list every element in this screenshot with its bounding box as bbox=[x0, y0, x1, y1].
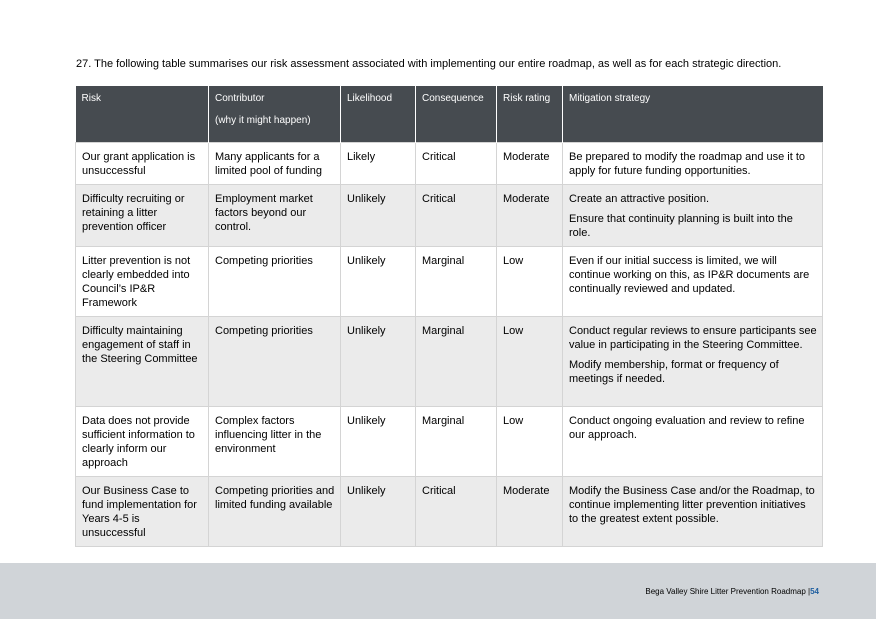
table-header-row bbox=[76, 86, 823, 143]
cell-contributor: Employment market factors beyond our control. bbox=[209, 185, 341, 247]
cell-rating: Low bbox=[497, 407, 563, 477]
header-contributor-sub: (why it might happen) bbox=[215, 115, 311, 126]
cell-likelihood: Unlikely bbox=[341, 185, 416, 247]
table-row bbox=[76, 247, 823, 317]
header-risk-rating: Risk rating bbox=[497, 86, 563, 143]
cell-consequence: Marginal bbox=[416, 247, 497, 317]
cell-risk: Litter prevention is not clearly embedded into Council’s IP&R Framework bbox=[76, 247, 209, 317]
mitigation-paragraph: Modify membership, format or frequency of meetings if needed. bbox=[569, 359, 779, 385]
cell-consequence: Critical bbox=[416, 477, 497, 547]
cell-likelihood: Unlikely bbox=[341, 477, 416, 547]
cell-rating: Low bbox=[497, 317, 563, 407]
cell-likelihood: Unlikely bbox=[341, 407, 416, 477]
risk-assessment-table bbox=[75, 86, 823, 547]
mitigation-paragraph: Be prepared to modify the roadmap and use it to apply for future funding opportunities. bbox=[569, 151, 806, 177]
cell-risk: Our Business Case to fund implementation for Years 4-5 is unsuccessful bbox=[76, 477, 209, 547]
cell-consequence: Marginal bbox=[416, 317, 497, 407]
mitigation-paragraph: Even if our initial success is limited, we will continue working on this, as IP&R documents are continually reviewed and updated. bbox=[569, 255, 810, 295]
cell-likelihood: Unlikely bbox=[341, 317, 416, 407]
table-row bbox=[76, 317, 823, 407]
mitigation-paragraph: Conduct ongoing evaluation and review to refine our approach. bbox=[569, 415, 805, 441]
cell-rating: Moderate bbox=[497, 143, 563, 185]
intro-paragraph: 27. The following table summarises our risk assessment associated with implementing our entire roadmap, as well as for each strategic direction. bbox=[76, 58, 782, 70]
header-contributor bbox=[209, 86, 341, 143]
footer-document-title: Bega Valley Shire Litter Prevention Roadmap bbox=[645, 587, 806, 596]
cell-contributor: Competing priorities bbox=[209, 247, 341, 317]
header-likelihood: Likelihood bbox=[341, 86, 416, 143]
cell-rating: Moderate bbox=[497, 185, 563, 247]
footer-separator: | bbox=[808, 587, 811, 596]
footer-text bbox=[645, 587, 819, 596]
cell-risk: Difficulty recruiting or retaining a litter prevention officer bbox=[76, 185, 209, 247]
page-footer bbox=[0, 563, 876, 619]
cell-mitigation bbox=[563, 143, 823, 185]
cell-mitigation bbox=[563, 407, 823, 477]
mitigation-paragraph: Create an attractive position. bbox=[569, 193, 710, 205]
cell-mitigation bbox=[563, 247, 823, 317]
header-contributor-label: Contributor bbox=[215, 93, 265, 104]
table-row bbox=[76, 407, 823, 477]
cell-risk: Difficulty maintaining engagement of staff in the Steering Committee bbox=[76, 317, 209, 407]
mitigation-paragraph: Conduct regular reviews to ensure participants see value in participating in the Steering Committee. bbox=[569, 325, 817, 351]
cell-mitigation bbox=[563, 317, 823, 407]
table-row bbox=[76, 143, 823, 185]
cell-consequence: Critical bbox=[416, 185, 497, 247]
header-consequence: Consequence bbox=[416, 86, 497, 143]
cell-mitigation bbox=[563, 185, 823, 247]
cell-likelihood: Unlikely bbox=[341, 247, 416, 317]
page-number: 54 bbox=[810, 587, 819, 596]
cell-consequence: Marginal bbox=[416, 407, 497, 477]
cell-rating: Moderate bbox=[497, 477, 563, 547]
cell-contributor: Competing priorities and limited funding available bbox=[209, 477, 341, 547]
header-mitigation: Mitigation strategy bbox=[563, 86, 823, 143]
mitigation-paragraph: Modify the Business Case and/or the Roadmap, to continue implementing litter prevention initiatives to the greatest extent possible. bbox=[569, 485, 815, 525]
mitigation-paragraph: Ensure that continuity planning is built into the role. bbox=[569, 213, 793, 239]
cell-mitigation bbox=[563, 477, 823, 547]
cell-rating: Low bbox=[497, 247, 563, 317]
table-row bbox=[76, 477, 823, 547]
cell-contributor: Many applicants for a limited pool of funding bbox=[209, 143, 341, 185]
header-risk: Risk bbox=[76, 86, 209, 143]
cell-consequence: Critical bbox=[416, 143, 497, 185]
table-row bbox=[76, 185, 823, 247]
cell-risk: Data does not provide sufficient information to clearly inform our approach bbox=[76, 407, 209, 477]
cell-contributor: Complex factors influencing litter in the environment bbox=[209, 407, 341, 477]
cell-contributor: Competing priorities bbox=[209, 317, 341, 407]
cell-likelihood: Likely bbox=[341, 143, 416, 185]
cell-risk: Our grant application is unsuccessful bbox=[76, 143, 209, 185]
